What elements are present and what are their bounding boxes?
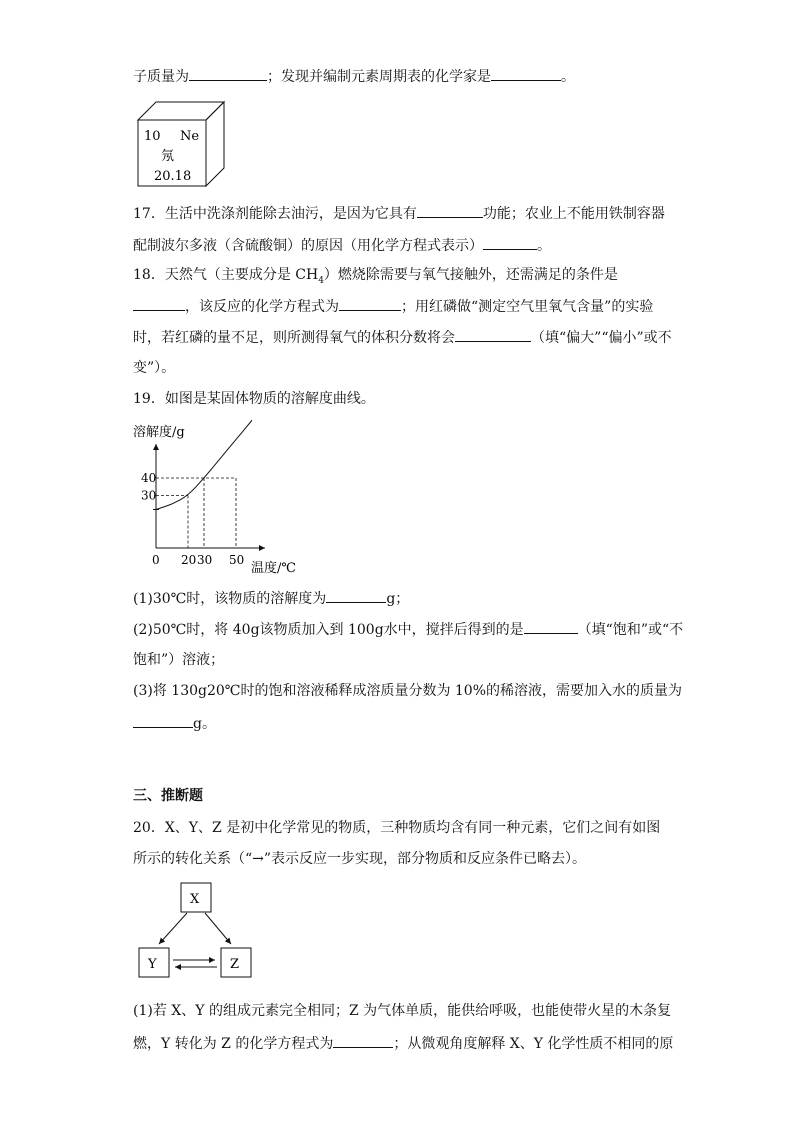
answer-blank[interactable] [339,296,401,311]
q19-text: 饱和”）溶液； [133,652,225,668]
q16-text-3: 。 [561,69,575,85]
q18-text: 时，若红磷的量不足，则所测得氧气的体积分数将会 [133,330,455,346]
q17-text: 17．生活中洗涤剂能除去油污，是因为它具有 [133,206,417,222]
y-axis-label: 溶解度/g [133,425,185,440]
element-cell-figure [136,100,228,190]
q20-text: (1)若 X、Y 的组成元素完全相同；Z 为气体单质，能供给呼吸，也能使带火星的木条复 [133,1003,672,1019]
node-z-label: Z [230,957,240,972]
answer-blank[interactable] [189,66,267,81]
section-title: 三、推断题 [133,788,203,804]
q19-text: g。 [193,716,216,732]
q19-text: 19．如图是某固体物质的溶解度曲线。 [133,391,375,407]
answer-blank[interactable] [483,235,537,250]
q19-stem [133,389,375,409]
y-tick-label: 30 [141,488,157,503]
y-tick-label: 40 [141,471,157,485]
answer-blank[interactable] [133,296,185,311]
q20-line-2 [133,849,586,869]
q19-text: （填“饱和”或“不 [577,622,684,638]
answer-blank[interactable] [333,1033,393,1048]
q19-part-3-cont [133,713,216,734]
element-symbol: Ne [180,129,200,144]
q20-text: 20．X、Y、Z 是初中化学常见的物质，三种物质均含有同一种元素，它们之间有如图 [133,820,661,836]
q20-part-1-line-2 [133,1033,673,1054]
q18-line-3 [133,327,672,348]
x-tick-label: 20 [181,553,197,567]
q19-text: (1)30℃时，该物质的溶解度为 [133,591,327,607]
element-name: 氖 [161,149,175,164]
q18-text: ，该反应的化学方程式为 [185,299,339,315]
q20-part-1-line-1 [133,1001,671,1021]
q19-text: (3)将 130g20℃时的饱和溶液稀释成溶质量分数为 10%的稀溶液，需要加入水的质量为 [133,683,683,699]
q18-text: （填“偏大”“偏小”或不 [531,330,672,346]
subscript: 4 [318,275,324,286]
q19-part-2-cont [133,650,224,670]
q16-text-2: ；发现并编制元素周期表的化学家是 [267,69,491,85]
q20-line-1 [133,818,660,838]
q20-text: 所示的转化关系（“→”表示反应一步实现，部分物质和反应条件已略去）。 [133,851,587,867]
q19-part-1 [133,588,409,609]
q18-text: ）燃烧除需要与氧气接触外，还需满足的条件是 [323,267,618,283]
node-y-label: Y [148,957,157,972]
answer-blank[interactable] [491,66,561,81]
q17-text: 功能；农业上不能用铁制容器 [482,206,665,222]
q18-line-4 [133,358,175,378]
solubility-chart [130,418,305,580]
q18-line-1 [133,265,618,291]
q20-text: 燃，Y 转化为 Z 的化学方程式为 [133,1036,334,1052]
x-axis-label: 温度/℃ [251,561,296,576]
q16-tail-line [133,66,575,87]
conversion-diagram [135,880,260,980]
x-tick-label: 30 [197,553,213,567]
q18-text: 18．天然气（主要成分是 CH [133,267,319,283]
q18-text: 变”）。 [133,360,176,376]
x-tick-label: 50 [229,553,245,567]
answer-blank[interactable] [133,713,193,728]
answer-blank[interactable] [524,619,578,634]
q17-line-2 [133,235,551,256]
atomic-number: 10 [144,129,161,144]
q19-part-2 [133,619,683,640]
q19-text: g； [386,591,410,607]
atomic-mass: 20.18 [154,169,192,184]
answer-blank[interactable] [417,203,483,218]
node-x-label: X [190,892,200,907]
q18-line-2 [133,296,653,317]
q18-text: ；用红磷做“测定空气里氧气含量”的实验 [401,299,654,315]
q17-line-1 [133,203,665,224]
q19-text: (2)50℃时，将 40g该物质加入到 100g水中，搅拌后得到的是 [133,622,524,638]
answer-blank[interactable] [455,327,531,342]
q16-text-1: 子质量为 [133,69,189,85]
arrow-x-to-y [159,913,187,944]
q20-text: ；从微观角度解释 X、Y 化学性质不相同的原 [393,1036,674,1052]
x-tick-label: 0 [152,553,160,567]
q19-part-3 [133,681,682,701]
q17-text: 配制波尔多液（含硫酸铜）的原因（用化学方程式表示） [133,238,483,254]
answer-blank[interactable] [326,588,386,603]
arrow-x-to-z [205,913,231,944]
q17-text: 。 [537,238,551,254]
